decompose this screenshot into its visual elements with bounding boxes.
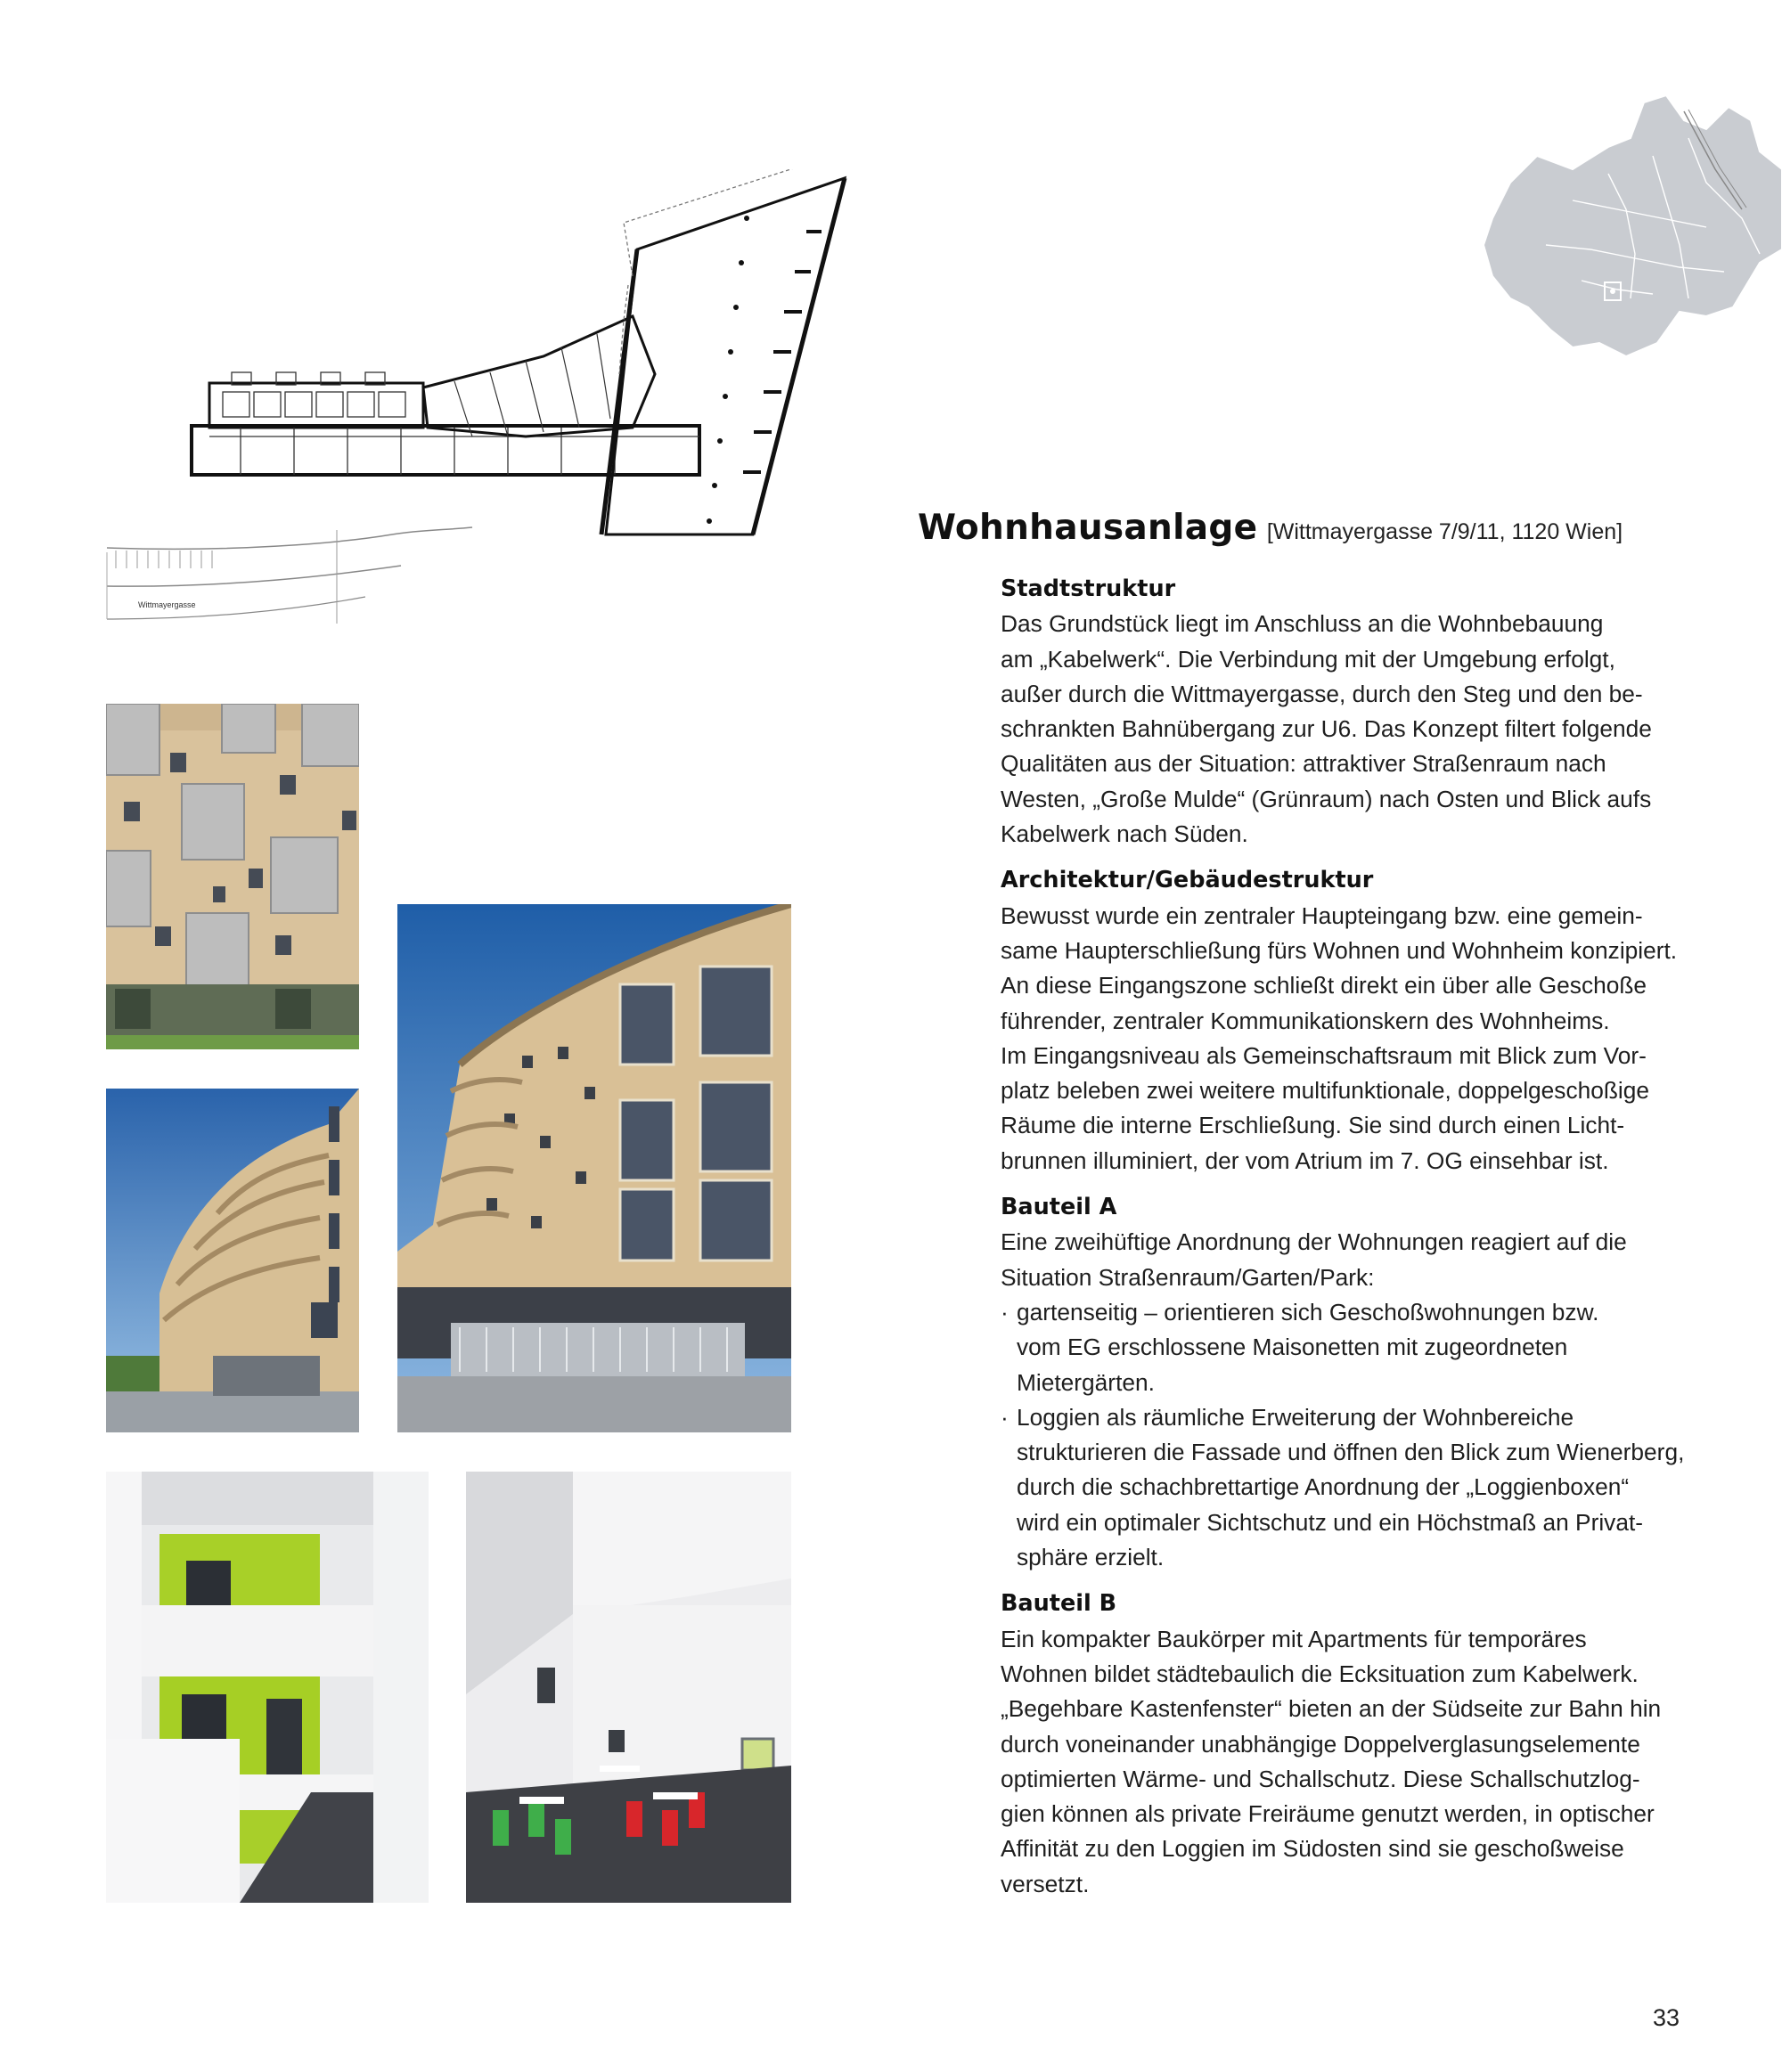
heading-address: [Wittmayergasse 7/9/11, 1120 Wien] bbox=[1266, 519, 1623, 544]
bullet-marker: · bbox=[1001, 1298, 1009, 1326]
text-line: Westen, „Große Mulde“ (Grünraum) nach Osten und Blick aufs bbox=[1001, 785, 1652, 812]
street-label: Wittmayergasse bbox=[138, 600, 196, 609]
heading-title: Wohnhausanlage bbox=[918, 508, 1258, 548]
vienna-map-svg bbox=[1475, 85, 1782, 361]
text-line: Das Grundstück liegt im Anschluss an die Wohnbebauung bbox=[1001, 610, 1604, 638]
text-line: vom EG erschlossene Maisonetten mit zugeordneten bbox=[1017, 1334, 1568, 1361]
section-heading-bauteil-a: Bauteil A bbox=[1001, 1194, 1117, 1221]
text-line: „Begehbare Kastenfenster“ bieten an der Südseite zur Bahn hin bbox=[1001, 1695, 1662, 1723]
text-line: optimierten Wärme- und Schallschutz. Diese Schallschutzlog- bbox=[1001, 1765, 1640, 1792]
text-line: gartenseitig – orientieren sich Geschoßwohnungen bzw. bbox=[1017, 1298, 1599, 1326]
photo-street-facade bbox=[397, 904, 791, 1432]
section-heading-bauteil-b: Bauteil B bbox=[1001, 1590, 1117, 1618]
page-heading bbox=[918, 508, 1623, 548]
text-line: Wohnen bildet städtebaulich die Ecksituation zum Kabelwerk. bbox=[1001, 1660, 1639, 1687]
text-line: Qualitäten aus der Situation: attraktiver Straßenraum nach bbox=[1001, 750, 1606, 778]
text-line: gien können als private Freiräume genutzt werden, in optischer bbox=[1001, 1800, 1655, 1828]
photo-communal-room bbox=[466, 1472, 791, 1903]
site-plan-drawing bbox=[98, 169, 855, 641]
vienna-location-map bbox=[1475, 85, 1782, 361]
text-line: same Haupterschließung fürs Wohnen und Wohnheim konzipiert. bbox=[1001, 936, 1678, 964]
site-plan-svg bbox=[98, 169, 855, 641]
section-heading-architektur: Architektur/Gebäudestruktur bbox=[1001, 867, 1374, 894]
bullet-marker: · bbox=[1001, 1403, 1009, 1431]
bullet-item bbox=[1001, 1400, 1688, 1435]
text-line: Räume die interne Erschließung. Sie sind durch einen Licht- bbox=[1001, 1112, 1625, 1139]
paragraph-bauteil-b bbox=[1001, 1622, 1688, 1902]
text-line: am „Kabelwerk“. Die Verbindung mit der Umgebung erfolgt, bbox=[1001, 645, 1615, 673]
text-line: Situation Straßenraum/Garten/Park: bbox=[1001, 1263, 1375, 1291]
paragraph-bauteil-a bbox=[1001, 1225, 1688, 1575]
text-line: platz beleben zwei weitere multifunktionale, doppelgeschoßige bbox=[1001, 1077, 1649, 1105]
paragraph-stadtstruktur bbox=[1001, 607, 1688, 852]
text-line: An diese Eingangszone schließt direkt ein über alle Geschoße bbox=[1001, 972, 1647, 999]
bullet-item bbox=[1001, 1295, 1688, 1330]
text-line: führender, zentraler Kommunikationskern des Wohnheims. bbox=[1001, 1007, 1610, 1034]
section-heading-stadtstruktur: Stadtstruktur bbox=[1001, 575, 1176, 602]
text-line: Mietergärten. bbox=[1017, 1368, 1155, 1396]
text-line: durch die schachbrettartige Anordnung der „Loggienboxen“ bbox=[1017, 1473, 1630, 1501]
text-line: Eine zweihüftige Anordnung der Wohnungen reagiert auf die bbox=[1001, 1228, 1627, 1256]
text-line: versetzt. bbox=[1001, 1870, 1090, 1897]
text-line: schrankten Bahnübergang zur U6. Das Konzept filtert folgende bbox=[1001, 715, 1652, 743]
page-number: 33 bbox=[1653, 2004, 1680, 2031]
text-column bbox=[1001, 572, 1688, 1913]
text-line: Affinität zu den Loggien im Südosten sind sie geschoßweise bbox=[1001, 1835, 1624, 1863]
text-line: brunnen illuminiert, der vom Atrium im 7. OG einsehbar ist. bbox=[1001, 1146, 1609, 1174]
text-line: durch voneinander unabhängige Doppelverglasungselemente bbox=[1001, 1730, 1640, 1758]
text-line: Bewusst wurde ein zentraler Haupteingang bzw. eine gemein- bbox=[1001, 901, 1643, 929]
text-line: strukturieren die Fassade und öffnen den Blick zum Wienerberg, bbox=[1017, 1439, 1685, 1466]
photo-facade-loggias bbox=[106, 704, 359, 1049]
text-line: Im Eingangsniveau als Gemeinschaftsraum mit Blick zum Vor- bbox=[1001, 1041, 1647, 1069]
text-line: Loggien als räumliche Erweiterung der Wohnbereiche bbox=[1017, 1403, 1574, 1431]
text-line: Kabelwerk nach Süden. bbox=[1001, 820, 1248, 848]
text-line: außer durch die Wittmayergasse, durch den Steg und den be- bbox=[1001, 680, 1643, 707]
text-line: Ein kompakter Baukörper mit Apartments für temporäres bbox=[1001, 1625, 1587, 1652]
photo-atrium-green bbox=[106, 1472, 429, 1903]
text-line: wird ein optimaler Sichtschutz und ein Höchstmaß an Privat- bbox=[1017, 1508, 1644, 1536]
paragraph-architektur bbox=[1001, 899, 1688, 1179]
photo-curved-corner bbox=[106, 1089, 359, 1432]
text-line: sphäre erzielt. bbox=[1017, 1544, 1165, 1571]
